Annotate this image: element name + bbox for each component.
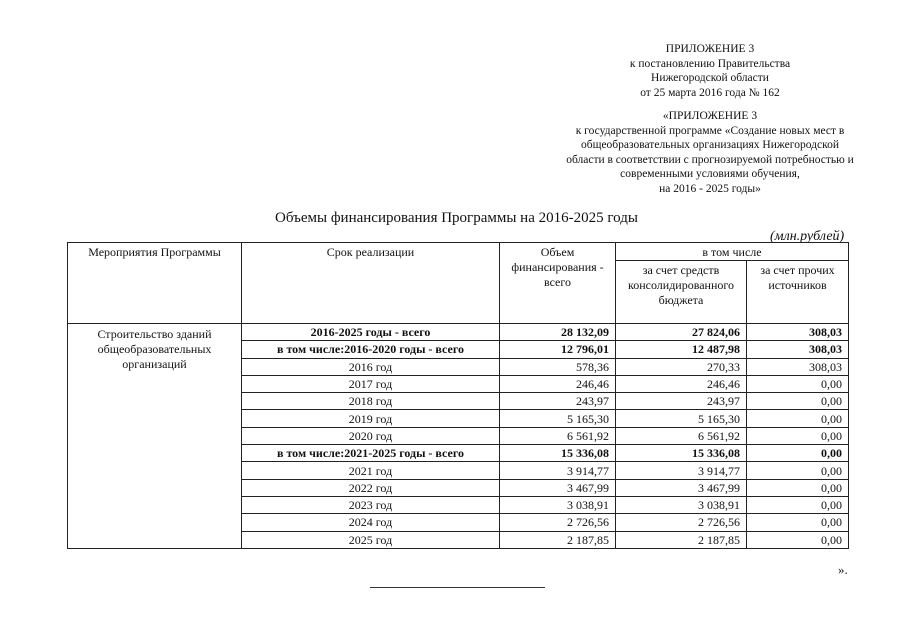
header-line: Нижегородской области (651, 72, 769, 84)
consolidated-cell: 12 487,98 (616, 341, 747, 358)
other-cell: 0,00 (747, 427, 849, 444)
period-cell: 2018 год (242, 393, 500, 410)
header-line: от 25 марта 2016 года № 162 (640, 86, 780, 99)
other-cell: 0,00 (747, 531, 849, 548)
col-header-total: Объем финансирования - всего (500, 243, 616, 324)
header-line: на 2016 - 2025 годы» (659, 182, 761, 195)
header-line: к государственной программе «Создание новых мест в (575, 124, 845, 137)
other-cell: 0,00 (747, 479, 849, 496)
closing-mark: ». (838, 562, 848, 577)
total-cell: 246,46 (500, 375, 616, 392)
col-header-consolidated: за счет средств консолидированного бюджета (616, 261, 747, 324)
consolidated-cell: 243,97 (616, 393, 747, 410)
total-cell: 12 796,01 (500, 341, 616, 358)
other-cell: 0,00 (747, 462, 849, 479)
consolidated-cell: 15 336,08 (616, 445, 747, 462)
period-cell: 2016-2025 годы - всего (242, 324, 500, 341)
total-cell: 3 038,91 (500, 496, 616, 513)
period-cell: 2025 год (242, 531, 500, 548)
total-cell: 2 187,85 (500, 531, 616, 548)
period-cell: 2020 год (242, 427, 500, 444)
other-cell: 0,00 (747, 445, 849, 462)
col-header-including: в том числе (616, 243, 849, 261)
other-cell: 308,03 (747, 324, 849, 341)
table-row (68, 324, 849, 341)
header-line: общеобразовательных организациях Нижегородской (580, 139, 839, 151)
financing-table (67, 242, 849, 549)
total-cell: 28 132,09 (500, 324, 616, 341)
period-cell: 2022 год (242, 479, 500, 496)
other-cell: 0,00 (747, 393, 849, 410)
total-cell: 578,36 (500, 358, 616, 375)
other-cell: 0,00 (747, 375, 849, 392)
consolidated-cell: 27 824,06 (616, 324, 747, 341)
table-body (68, 324, 849, 549)
period-cell: 2021 год (242, 462, 500, 479)
consolidated-cell: 246,46 (616, 375, 747, 392)
signature-line (370, 587, 545, 588)
other-cell: 308,03 (747, 358, 849, 375)
total-cell: 15 336,08 (500, 445, 616, 462)
consolidated-cell: 5 165,30 (616, 410, 747, 427)
period-cell: 2024 год (242, 514, 500, 531)
col-header-activities: Мероприятия Программы (68, 243, 242, 324)
total-cell: 3 467,99 (500, 479, 616, 496)
total-cell: 243,97 (500, 393, 616, 410)
period-cell: 2023 год (242, 496, 500, 513)
consolidated-cell: 2 187,85 (616, 531, 747, 548)
col-header-other: за счет прочих источников (747, 261, 849, 324)
header-line: ПРИЛОЖЕНИЕ 3 (665, 43, 755, 55)
header-line: к постановлению Правительства (629, 57, 791, 70)
total-cell: 2 726,56 (500, 514, 616, 531)
other-cell: 0,00 (747, 514, 849, 531)
other-cell: 0,00 (747, 496, 849, 513)
activity-cell: Строительство зданий общеобразовательных организаций (68, 324, 242, 549)
period-cell: 2016 год (242, 358, 500, 375)
period-cell: в том числе:2021-2025 годы - всего (242, 445, 500, 462)
document-title: Объемы финансирования Программы на 2016-2025 годы (275, 210, 638, 226)
consolidated-cell: 6 561,92 (616, 427, 747, 444)
consolidated-cell: 270,33 (616, 358, 747, 375)
program-appendix-header (555, 109, 865, 196)
consolidated-cell: 3 038,91 (616, 496, 747, 513)
consolidated-cell: 3 467,99 (616, 479, 747, 496)
header-line: области в соответствии с прогнозируемой потребностью и (566, 153, 854, 166)
other-cell: 308,03 (747, 341, 849, 358)
consolidated-cell: 3 914,77 (616, 462, 747, 479)
col-header-period: Срок реализации (242, 243, 500, 324)
consolidated-cell: 2 726,56 (616, 514, 747, 531)
period-cell: в том числе:2016-2020 годы - всего (242, 341, 500, 358)
total-cell: 5 165,30 (500, 410, 616, 427)
other-cell: 0,00 (747, 410, 849, 427)
header-line: «ПРИЛОЖЕНИЕ 3 (662, 110, 758, 122)
appendix-header (600, 42, 820, 100)
units-label: (млн.рублей) (770, 229, 845, 244)
header-line: современными условиями обучения, (620, 168, 800, 180)
period-cell: 2019 год (242, 410, 500, 427)
period-cell: 2017 год (242, 375, 500, 392)
total-cell: 3 914,77 (500, 462, 616, 479)
total-cell: 6 561,92 (500, 427, 616, 444)
